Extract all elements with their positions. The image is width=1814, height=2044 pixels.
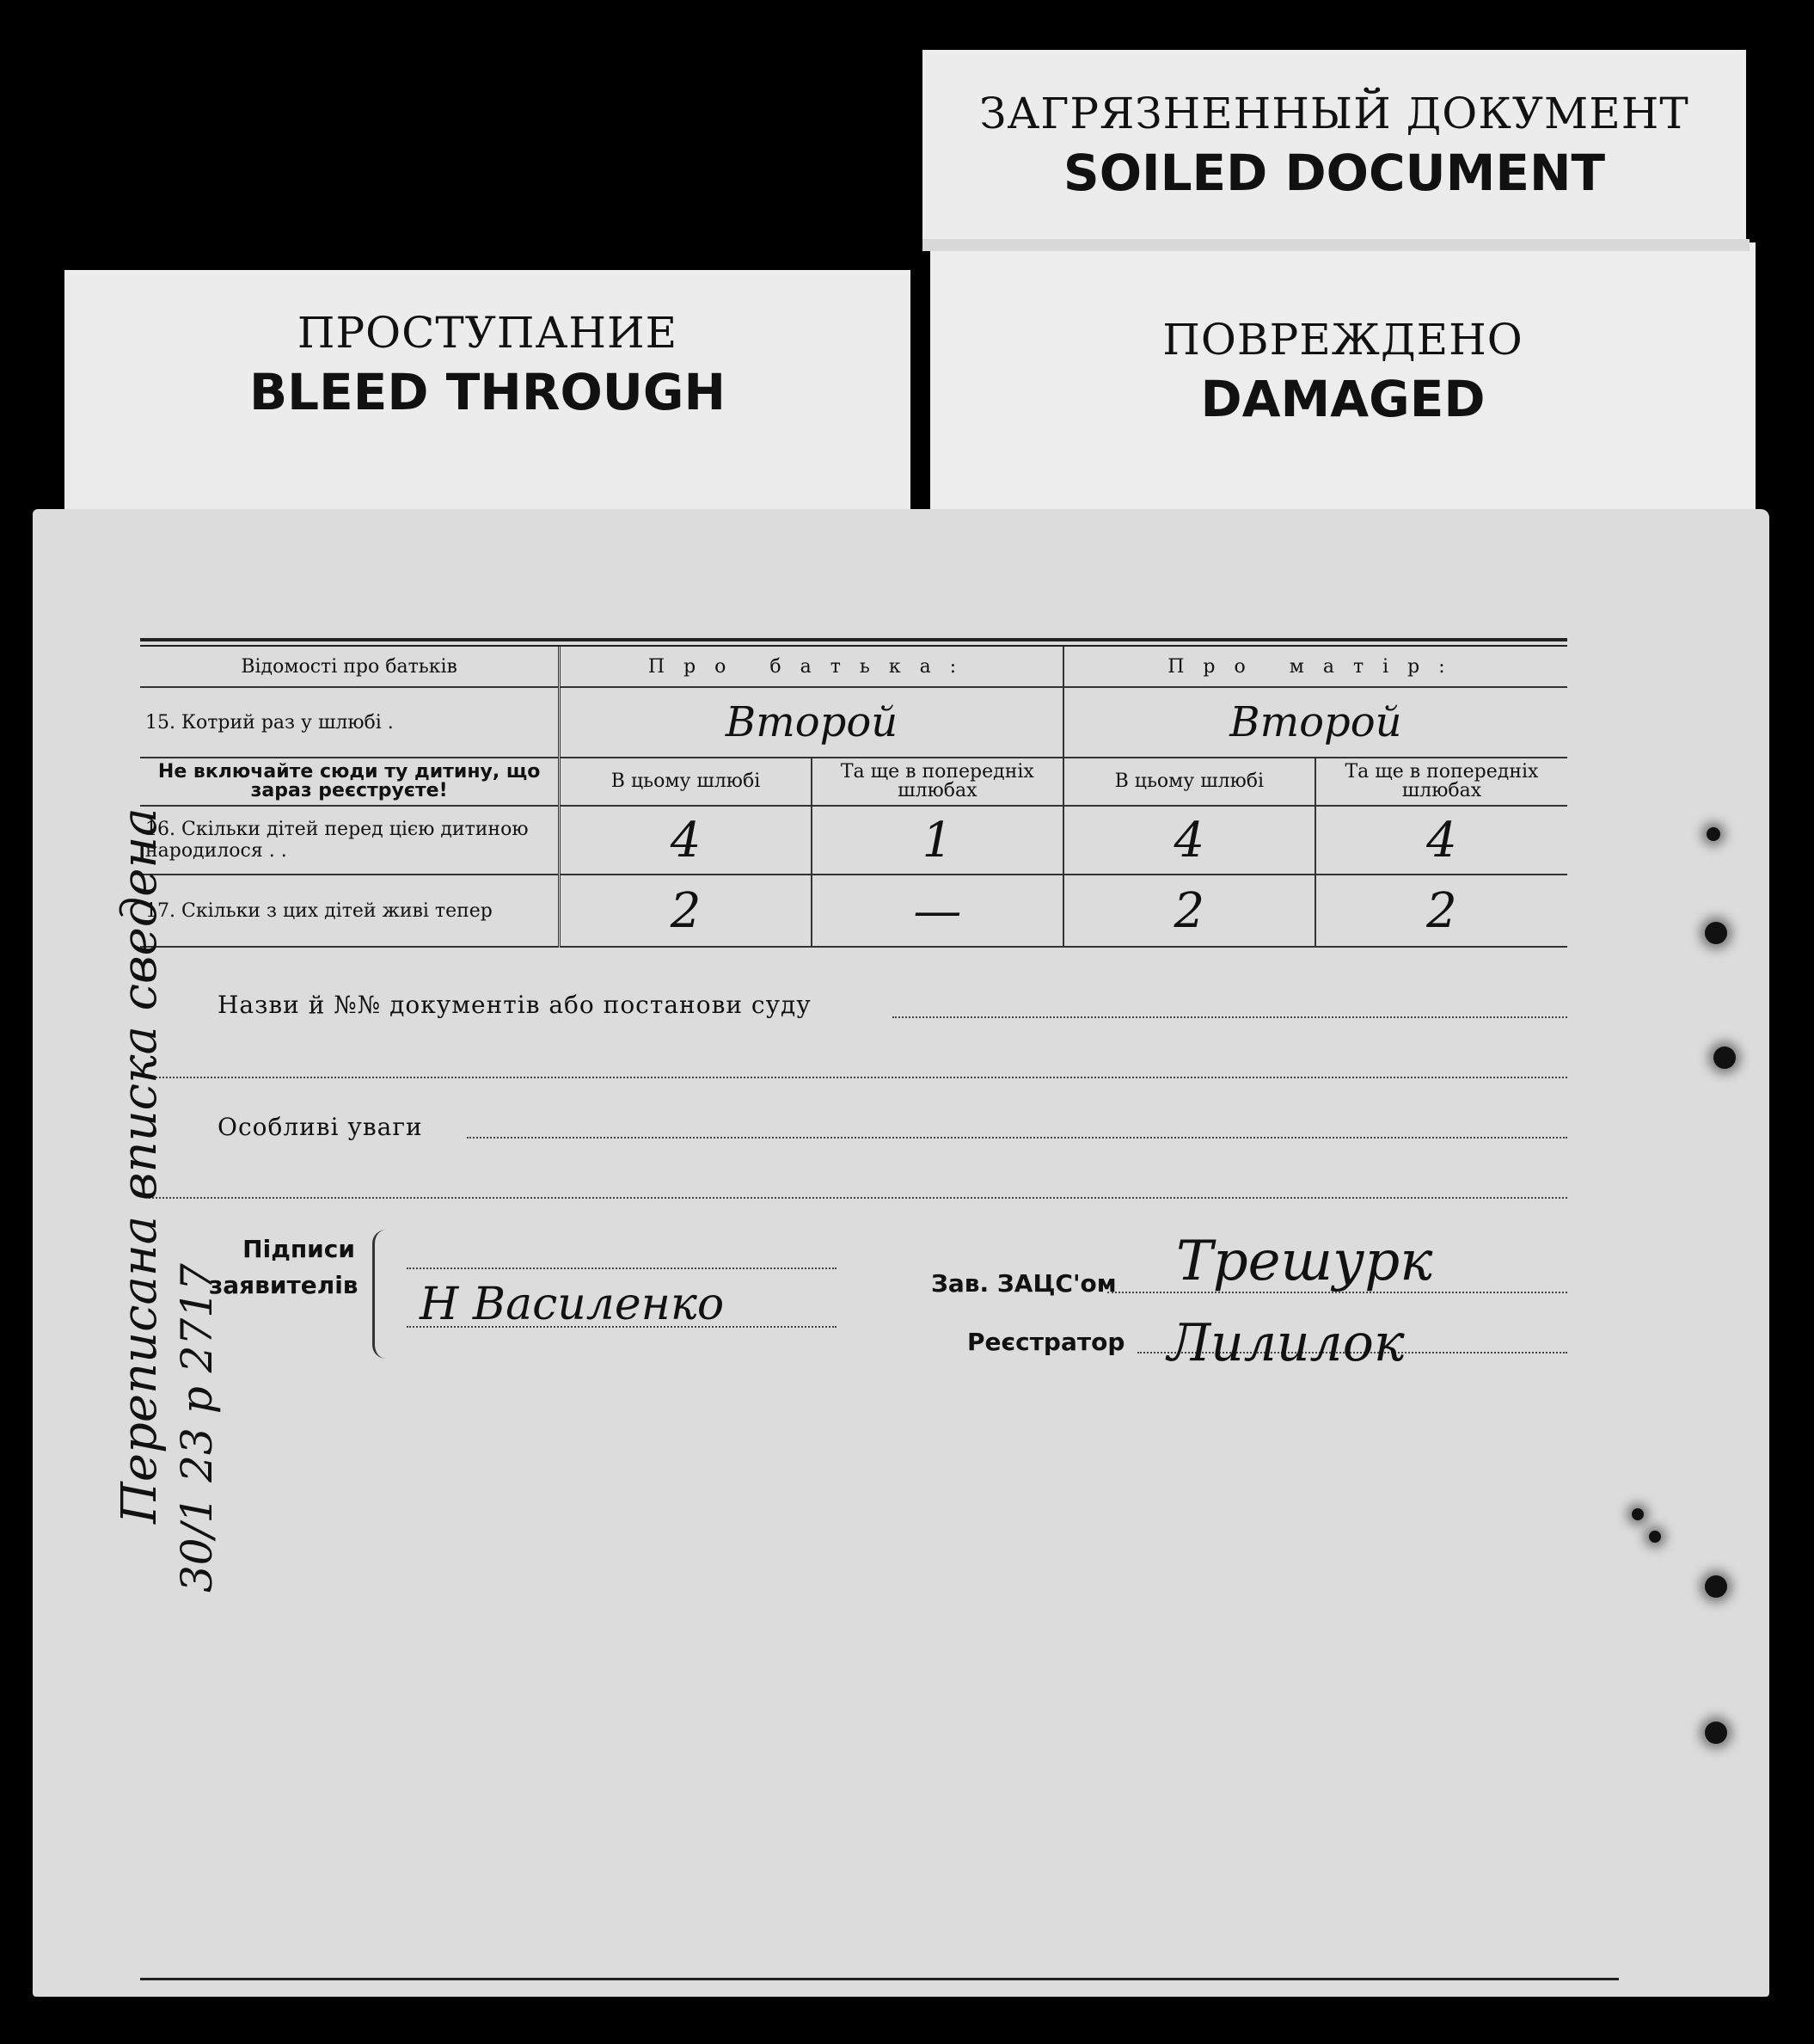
father-this-marriage-header: В цьому шлюбі xyxy=(560,758,812,806)
row16-father-previous: 1 xyxy=(812,806,1063,875)
soiled-document-label xyxy=(922,50,1746,249)
row-17 xyxy=(140,875,1567,947)
subheader-row xyxy=(140,758,1567,806)
row15-label: 15. Котрий раз у шлюбі . xyxy=(140,687,560,758)
row17-mother-this: 2 xyxy=(1063,875,1315,947)
applicant-dotted-line-1 xyxy=(407,1268,837,1269)
exclude-note: Не включайте сюди ту дитину, що зараз реєструєте! xyxy=(140,758,560,806)
punch-hole xyxy=(1705,922,1727,944)
punch-hole xyxy=(1707,827,1720,841)
applicant-signatures-label: Підписи заявителів xyxy=(209,1235,359,1299)
row16-mother-this: 4 xyxy=(1063,806,1315,875)
parents-table xyxy=(140,647,1567,948)
table-header-row xyxy=(140,647,1567,687)
margin-note-1: Переписана вписка сведена xyxy=(112,807,168,1524)
applicant-dotted-line-2 xyxy=(407,1326,837,1328)
row16-father-this: 4 xyxy=(560,806,812,875)
notes-label: Особливі уваги xyxy=(218,1113,423,1141)
damaged-label-ru: ПОВРЕЖДЕНО xyxy=(1162,315,1523,365)
row16-mother-previous: 4 xyxy=(1315,806,1567,875)
registrar-label: Реєстратор xyxy=(967,1328,1125,1356)
mother-previous-header: Та ще в попередніх шлюбах xyxy=(1315,758,1567,806)
father-previous-header: Та ще в попередніх шлюбах xyxy=(812,758,1063,806)
document-page xyxy=(33,509,1769,1997)
row15-father-value: Второй xyxy=(560,687,1063,758)
applicant-signature: Н Василенко xyxy=(420,1279,725,1330)
page-bottom-rule xyxy=(140,1978,1619,1980)
bleed-label-en: BLEED THROUGH xyxy=(248,363,726,421)
label-fold xyxy=(922,239,1750,251)
punch-hole xyxy=(1649,1531,1661,1543)
table-top-rule xyxy=(140,638,1567,647)
header-parents-info: Відомості про батьків xyxy=(140,647,560,687)
punch-hole xyxy=(1713,1047,1736,1069)
punch-hole xyxy=(1705,1722,1727,1744)
notes-dotted-line-2 xyxy=(149,1197,1567,1199)
row16-label: 16. Скільки дітей перед цією дитиною народилося . . xyxy=(140,806,560,875)
header-mother: Про матір: xyxy=(1063,647,1567,687)
row-15 xyxy=(140,687,1567,758)
row15-mother-value: Второй xyxy=(1063,687,1567,758)
punch-hole xyxy=(1705,1575,1727,1598)
bleed-label-ru: ПРОСТУПАНИЕ xyxy=(297,308,678,358)
signature-brace xyxy=(372,1230,387,1359)
row17-father-previous: — xyxy=(812,875,1063,947)
row-16 xyxy=(140,806,1567,875)
documents-dotted-line xyxy=(892,1016,1567,1018)
bleed-through-label xyxy=(64,270,910,519)
mother-this-marriage-header: В цьому шлюбі xyxy=(1063,758,1315,806)
row17-father-this: 2 xyxy=(560,875,812,947)
soiled-label-ru: ЗАГРЯЗНЕННЫЙ ДОКУМЕНТ xyxy=(979,89,1689,138)
documents-label: Назви й №№ документів або постанови суду xyxy=(218,991,812,1019)
head-signature: Трешурк xyxy=(1176,1230,1433,1293)
notes-dotted-line xyxy=(467,1137,1567,1139)
damaged-label-en: DAMAGED xyxy=(1200,370,1486,428)
row17-mother-previous: 2 xyxy=(1315,875,1567,947)
damaged-label xyxy=(930,242,1756,514)
margin-note-2: 30/1 23 р 2717 xyxy=(172,1263,222,1593)
documents-dotted-line-2 xyxy=(149,1077,1567,1078)
soiled-label-en: SOILED DOCUMENT xyxy=(1063,144,1606,202)
head-label: Зав. ЗАЦС'ом xyxy=(931,1269,1117,1298)
punch-hole xyxy=(1632,1508,1644,1520)
header-father: Про батька: xyxy=(560,647,1063,687)
row17-label: 17. Скільки з цих дітей живі тепер xyxy=(140,875,560,947)
registrar-signature: Лилилок xyxy=(1167,1313,1405,1373)
